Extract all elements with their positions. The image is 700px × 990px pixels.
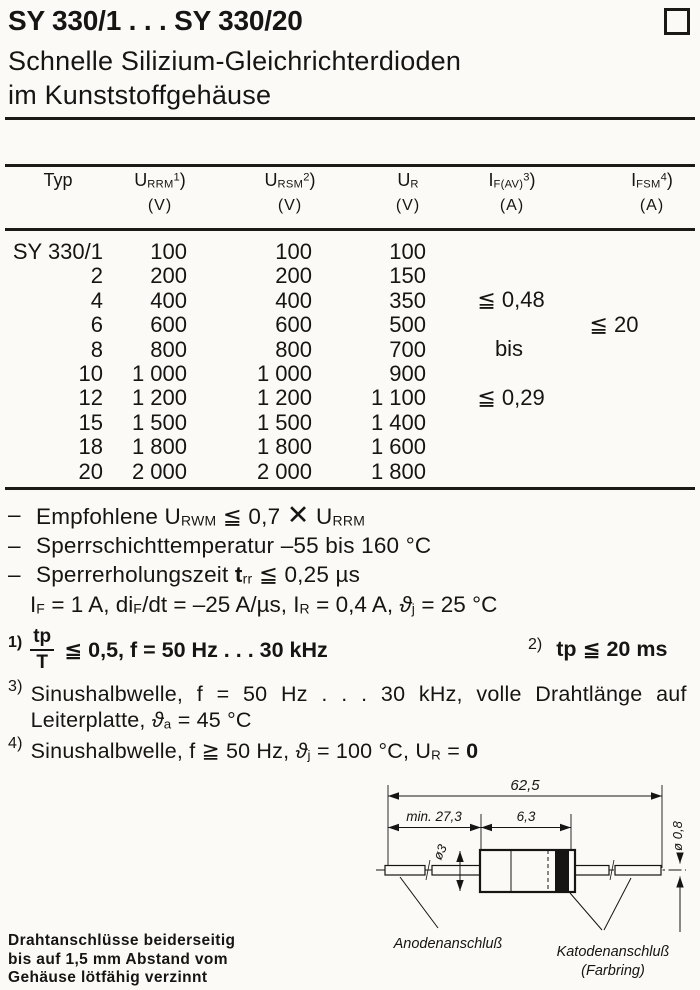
table-cell: 2 — [90, 263, 103, 289]
table-cell: 200 — [150, 263, 187, 289]
table-cell: 1 400 — [370, 409, 426, 435]
lead-left-outer — [385, 866, 425, 876]
table-cell: 900 — [389, 360, 426, 386]
footnote-mark: 4) — [8, 735, 23, 752]
column-urrm — [100, 240, 187, 484]
note-junction-temp — [8, 533, 431, 559]
table-cell: 1 500 — [131, 409, 187, 435]
table-cell: 1 500 — [256, 409, 312, 435]
table-bottom-rule — [5, 487, 695, 490]
footnote-mark: 2) — [528, 636, 543, 653]
table-cell: 150 — [389, 263, 426, 289]
corner-square-icon — [664, 8, 690, 35]
table-cell: 1 800 — [256, 434, 312, 460]
dim-lead-label: min. 27,3 — [406, 809, 462, 824]
dim-body-dia-label: ø3 — [429, 842, 450, 863]
footnote-mark: 3) — [8, 678, 23, 695]
lead-left-inner — [432, 866, 480, 876]
table-cell: 4 — [90, 287, 103, 313]
table-cell: 12 — [78, 385, 103, 411]
table-cell: 1 200 — [256, 385, 312, 411]
note-recovery-time — [8, 562, 360, 588]
table-cell: 100 — [150, 239, 187, 264]
package-outline-drawing — [330, 770, 700, 990]
table-cell: SY 330/1 — [12, 239, 103, 264]
col-header-urrm: $U_{RRM}^1$) (V) — [134, 170, 186, 214]
table-cell: 18 — [78, 434, 103, 460]
col-header-ifav: $I_{F(AV)}^3$) (A) — [488, 170, 536, 214]
footnote-text: Leiterplatte, $ϑ_a = 45$ °C — [30, 708, 252, 732]
dim-wire-dia-label: ø 0,8 — [670, 821, 685, 851]
col-header-ursm: $U_{RSM}^2$) (V) — [264, 170, 316, 214]
table-cell: 800 — [150, 336, 187, 362]
divider-subtitle — [5, 117, 695, 120]
solderability-note-line: Drahtanschlüsse beiderseitig — [8, 932, 236, 949]
table-cell: 1 100 — [370, 385, 426, 411]
table-cell: 600 — [150, 312, 187, 338]
footnote-text: ≦ 0,5, f = 50 Hz . . . 30 kHz — [64, 637, 328, 662]
cathode-label-2: (Farbring) — [581, 963, 645, 979]
table-cell: 400 — [150, 287, 187, 313]
table-top-rule — [5, 164, 695, 167]
solderability-note-line: bis auf 1,5 mm Abstand vom — [8, 950, 228, 968]
table-cell: 100 — [275, 239, 312, 264]
table-cell: 600 — [275, 312, 312, 338]
footnote-1 — [8, 626, 328, 674]
table-cell: 2 000 — [131, 458, 187, 484]
subtitle-line1: Schnelle Silizium-Gleichrichterdioden — [8, 46, 462, 76]
table-cell: 1 200 — [131, 385, 187, 411]
table-cell: 700 — [389, 336, 426, 362]
column-typ — [0, 240, 103, 484]
lead-right-outer — [615, 866, 661, 876]
note-urwm — [8, 502, 365, 530]
table-cell: 1 000 — [131, 360, 187, 386]
footnote-text: Sinushalbwelle, f = 50 Hz . . . 30 kHz, volle Drahtlänge auf — [30, 682, 687, 706]
dim-body-label: 6,3 — [516, 809, 536, 824]
col-header-ifsm: $I_{FSM}^4$) (A) — [631, 170, 673, 214]
table-cell: 20 — [78, 458, 103, 484]
page-title: SY 330/1 . . . SY 330/20 — [8, 5, 303, 36]
lead-right-inner — [575, 866, 609, 876]
dash: – — [8, 562, 21, 587]
ifav-limit-1: ≦ 0,48 — [477, 287, 545, 312]
table-cell: 2 000 — [256, 458, 312, 484]
table-cell: 1 800 — [131, 434, 187, 460]
table-cell: 400 — [275, 287, 312, 313]
footnote-text: Sinushalbwelle, f ≧ 50 Hz, $ϑ_j = 100$ °C, $U_R = 0$ — [30, 739, 479, 763]
dim-total-label: 62,5 — [510, 777, 540, 794]
table-cell: 500 — [389, 312, 426, 338]
solderability-note-line: Gehäuse lötfähig verzinnt — [8, 969, 208, 986]
ifav-bis: bis — [494, 336, 524, 361]
footnote-mark: 1) — [8, 634, 23, 651]
table-cell: 1 600 — [370, 434, 426, 460]
table-cell: 1 800 — [370, 458, 426, 484]
solderability-note — [8, 932, 235, 988]
table-cell: 6 — [90, 312, 103, 338]
table-cell: 15 — [78, 409, 103, 435]
note-text: Sperrerholungszeit $t_{rr}$ ≦ 0,25 µs — [36, 562, 361, 587]
column-ursm — [225, 240, 312, 484]
footnote-3 — [8, 678, 687, 738]
cathode-leader-line — [570, 893, 602, 930]
column-ur — [339, 240, 426, 484]
note-test-conditions: $I_F = 1$ A, $di_F/dt = -25$ A/µs, $I_R = 0,4$ A, $ϑ_j = 25$ °C — [30, 592, 498, 617]
duty-cycle-fraction: $\frac{tp}{T}$ — [30, 626, 54, 674]
table-cell: 800 — [275, 336, 312, 362]
table-cell: 200 — [275, 263, 312, 289]
cathode-label: Katodenanschluß — [556, 944, 670, 960]
dash: – — [8, 533, 21, 558]
ifav-limit-2: ≦ 0,29 — [477, 385, 545, 410]
col-header-ur: $U_R$ (V) — [395, 170, 421, 214]
table-cell: 10 — [78, 360, 103, 386]
anode-label: Anodenanschluß — [393, 936, 503, 952]
footnote-2 — [528, 637, 667, 662]
table-header-rule — [5, 228, 695, 231]
table-cell: 1 000 — [256, 360, 312, 386]
note-text: Empfohlene $U_{RWM}$ ≦ 0,7 ✕ $U_{RRM}$ — [36, 500, 366, 530]
table-cell: 8 — [90, 336, 103, 362]
table-cell: 100 — [389, 239, 426, 264]
dash: – — [8, 502, 21, 527]
footnote-4 — [8, 735, 479, 769]
note-text: Sperrschichttemperatur –55 bis 160 °C — [36, 533, 432, 558]
anode-leader-line — [400, 877, 438, 928]
cathode-band — [555, 851, 569, 891]
footnote-text: tp ≦ 20 ms — [556, 637, 668, 661]
ifsm-limit: ≦ 20 — [589, 312, 639, 337]
subtitle-line2: im Kunststoffgehäuse — [8, 80, 272, 110]
col-header-typ: Typ — [43, 170, 73, 190]
table-cell: 350 — [389, 287, 426, 313]
cathode-leader-line — [604, 878, 631, 930]
